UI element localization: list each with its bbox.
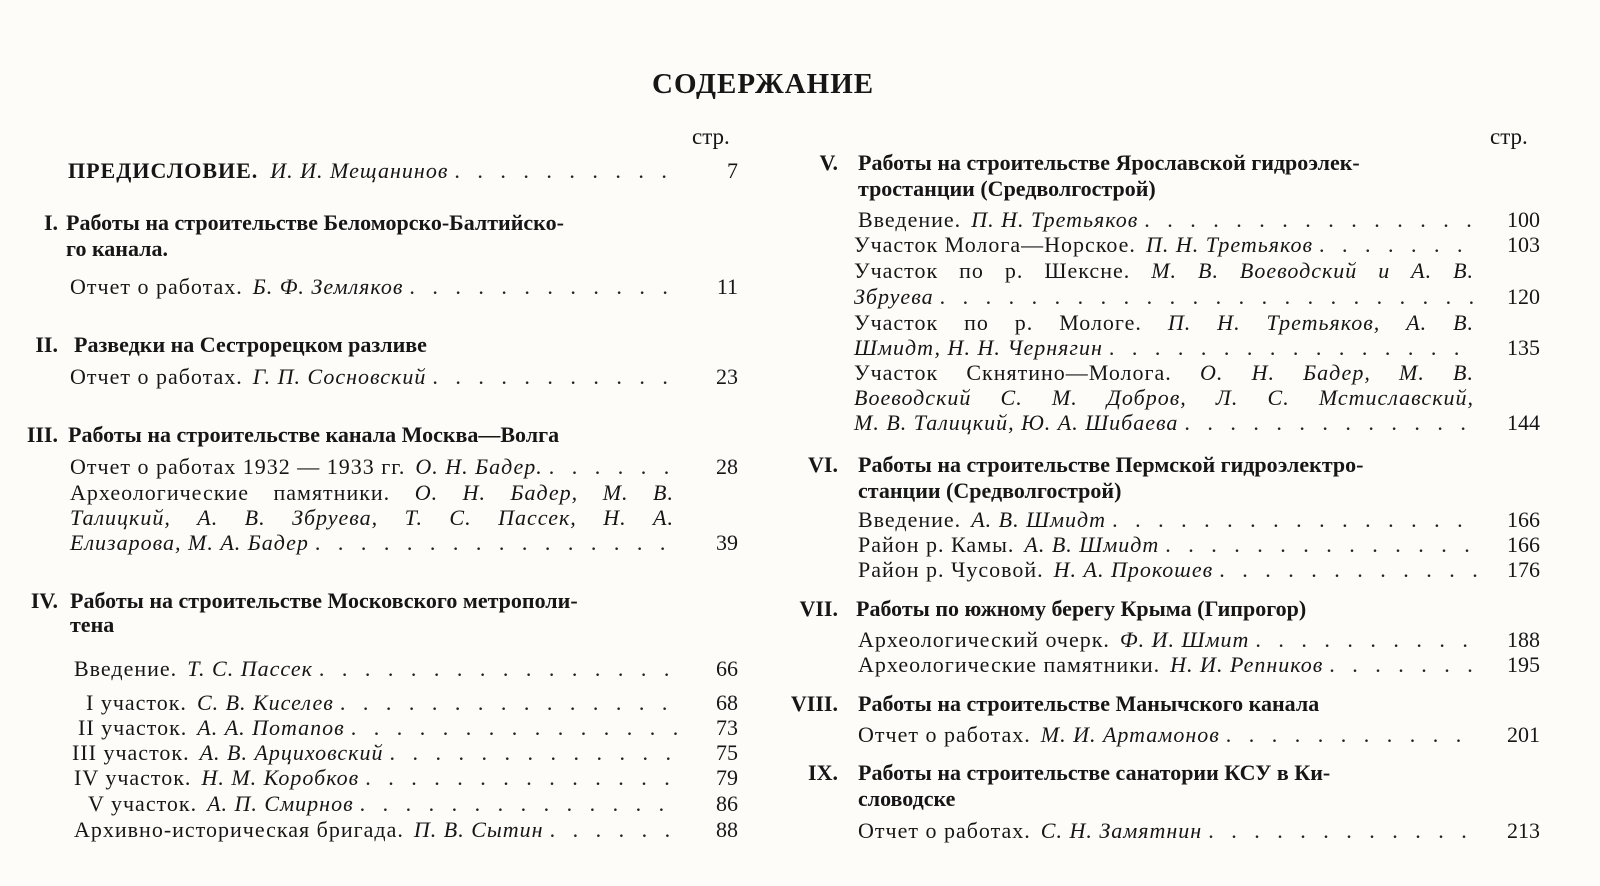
- section-heading: Работы по южному берегу Крыма (Гипрогор): [856, 596, 1307, 621]
- page-number: 88: [716, 817, 738, 842]
- entry-author: А. А. Потапов: [197, 715, 345, 740]
- leader-dots: [1329, 652, 1478, 678]
- toc-entry: [858, 818, 1478, 844]
- entry-author: А. П. Смирнов: [207, 791, 354, 816]
- page-number: 144: [1507, 410, 1540, 435]
- section-number: I.: [43, 210, 58, 235]
- entry-title: Участок по р. Шексне.: [854, 258, 1131, 283]
- page-number: 11: [716, 274, 738, 299]
- entry-author: Н. А. Прокошев: [1053, 557, 1214, 582]
- toc-entry-last-line: [854, 410, 1478, 436]
- entry-author: М. И. Артамонов: [1040, 722, 1220, 747]
- leader-dots: [550, 817, 678, 843]
- section-heading: Работы на строительстве канала Москва—Волга: [68, 422, 560, 447]
- entry-title: Введение.: [74, 656, 178, 681]
- toc-entry: [70, 364, 678, 390]
- page-number: 188: [1507, 627, 1540, 652]
- page-number: 176: [1507, 557, 1540, 582]
- section-number: IV.: [30, 588, 58, 613]
- toc-entry: [74, 656, 678, 682]
- entry-title: Археологический очерк.: [858, 627, 1110, 652]
- entry-title: Отчет о работах 1932 — 1933 гг.: [70, 454, 406, 479]
- toc-entry-line: [854, 360, 1474, 386]
- toc-entry: [858, 627, 1478, 653]
- section-number: VI.: [808, 452, 838, 477]
- leader-dots: [389, 740, 678, 766]
- preface-entry: [68, 158, 678, 184]
- entry-title: Введение.: [858, 507, 962, 532]
- page-number: 166: [1507, 507, 1540, 532]
- entry-author: Н. М. Коробков: [201, 765, 360, 790]
- section-number: IX.: [808, 760, 838, 785]
- section-heading-cont: тростанции (Средволгострой): [858, 176, 1156, 201]
- entry-title: II участок.: [78, 715, 188, 740]
- page-number: 213: [1507, 818, 1540, 843]
- entry-title: IV участок.: [74, 765, 192, 790]
- section-heading: Работы на строительстве санатории КСУ в Ки-: [858, 760, 1331, 785]
- leader-dots: [1144, 207, 1478, 233]
- page-number: 135: [1507, 335, 1540, 360]
- leader-dots: [1219, 557, 1478, 583]
- leader-dots: [1184, 410, 1478, 436]
- toc-entry: [858, 532, 1478, 558]
- entry-title: Введение.: [858, 207, 962, 232]
- entry-title: Архивно-историческая бригада.: [74, 817, 404, 842]
- entry-author: О. Н. Бадер, М. В.: [1200, 360, 1474, 385]
- section-heading: Разведки на Сестрорецком разливе: [74, 332, 427, 357]
- section-heading: Работы на строительстве Ярославской гидроэлек-: [858, 150, 1360, 175]
- page-number: 7: [727, 158, 738, 183]
- page-column-label-left: стр.: [692, 124, 730, 149]
- entry-title: Район р. Камы.: [858, 532, 1015, 557]
- entry-author: М. В. Талицкий, Ю. А. Шибаева: [854, 410, 1179, 435]
- entry-author: Шмидт, Н. Н. Чернягин: [854, 335, 1103, 360]
- toc-entry: [858, 507, 1478, 533]
- page-column-label-right: стр.: [1490, 124, 1528, 149]
- entry-author: П. В. Сытин: [413, 817, 544, 842]
- toc-entry: [858, 557, 1478, 583]
- toc-entry-last-line: [854, 335, 1478, 361]
- entry-author: П. Н. Третьяков: [971, 207, 1139, 232]
- toc-entry: [72, 740, 678, 766]
- toc-entry-line: [854, 310, 1474, 336]
- entry-author: С. Н. Замятнин: [1040, 818, 1203, 843]
- toc-entry: [858, 652, 1478, 678]
- entry-author: Б. Ф. Земляков: [252, 274, 404, 299]
- entry-title: Отчет о работах.: [858, 818, 1031, 843]
- leader-dots: [360, 791, 678, 817]
- page-number: 86: [716, 791, 738, 816]
- entry-author: М. В. Воеводский и А. В.: [1151, 258, 1475, 283]
- toc-entry: [858, 207, 1478, 233]
- leader-dots: [1319, 232, 1478, 258]
- leader-dots: [409, 274, 678, 300]
- toc-entry-last-line: [854, 284, 1478, 310]
- section-number: VII.: [799, 596, 838, 621]
- entry-title: III участок.: [72, 740, 190, 765]
- leader-dots: [1208, 818, 1478, 844]
- leader-dots: [315, 530, 678, 556]
- leader-dots: [1112, 507, 1478, 533]
- page-number: 66: [716, 656, 738, 681]
- toc-entry-line: [854, 258, 1474, 284]
- toc-entry-last-line: [70, 530, 678, 556]
- entry-title: Археологические памятники.: [70, 480, 391, 505]
- page-number: 195: [1507, 652, 1540, 677]
- entry-author: А. В. Шмидт: [1024, 532, 1160, 557]
- leader-dots: [432, 364, 678, 390]
- leader-dots: [365, 765, 678, 791]
- leader-dots: [1226, 722, 1478, 748]
- entry-title: V участок.: [88, 791, 198, 816]
- entry-title: Отчет о работах.: [70, 364, 243, 389]
- entry-author: Н. И. Репников: [1170, 652, 1324, 677]
- leader-dots: [1165, 532, 1478, 558]
- page-number: 201: [1507, 722, 1540, 747]
- toc-entry: [86, 690, 678, 716]
- page-number: 166: [1507, 532, 1540, 557]
- section-heading: Работы на строительстве Беломорско-Балтийско-: [66, 210, 564, 235]
- entry-author: О. Н. Бадер, М. В.: [414, 480, 674, 505]
- entry-author: О. Н. Бадер.: [415, 454, 543, 479]
- section-heading: Работы на строительстве Московского метрополи-: [70, 588, 578, 613]
- entry-author: Ф. И. Шмит: [1119, 627, 1250, 652]
- toc-entry: [70, 454, 678, 480]
- section-heading-cont: станции (Средволгострой): [858, 478, 1122, 503]
- page-number: 28: [716, 454, 738, 479]
- toc-entry: [74, 765, 678, 791]
- entry-author: Г. П. Сосновский: [252, 364, 427, 389]
- page-title: СОДЕРЖАНИЕ: [652, 68, 875, 100]
- entry-title: Участок по р. Мологе.: [854, 310, 1142, 335]
- page-number: 73: [716, 715, 738, 740]
- entry-title: Район р. Чусовой.: [858, 557, 1044, 582]
- leader-dots: [340, 690, 678, 716]
- leader-dots: [1109, 335, 1478, 361]
- section-number: III.: [26, 422, 58, 447]
- page-number: 68: [716, 690, 738, 715]
- entry-author-cont: Талицкий, А. В. Збруева, Т. С. Пассек, Н. А.: [70, 505, 674, 530]
- page-number: 39: [716, 530, 738, 555]
- entry-author: А. В. Арциховский: [199, 740, 384, 765]
- entry-author: П. Н. Третьяков, А. В.: [1167, 310, 1475, 335]
- leader-dots: [549, 454, 678, 480]
- toc-entry: [70, 274, 678, 300]
- toc-entry: [88, 791, 678, 817]
- entry-title: Участок Скнятино—Молога.: [854, 360, 1172, 385]
- entry-author: Елизарова, М. А. Бадер: [70, 530, 309, 555]
- leader-dots: [454, 158, 678, 184]
- leader-dots: [940, 284, 1478, 310]
- entry-author: Збруева: [854, 284, 934, 309]
- page-number: 100: [1507, 207, 1540, 232]
- entry-author: Т. С. Пассек: [187, 656, 313, 681]
- section-heading-cont: тена: [70, 612, 115, 637]
- section-number: VIII.: [790, 691, 838, 716]
- preface-label: ПРЕДИСЛОВИЕ.: [68, 158, 259, 183]
- entry-title: Отчет о работах.: [858, 722, 1031, 747]
- entry-author: С. В. Киселев: [196, 690, 334, 715]
- section-number: II.: [35, 332, 58, 357]
- toc-entry: [78, 715, 678, 741]
- entry-title: I участок.: [86, 690, 187, 715]
- leader-dots: [319, 656, 678, 682]
- section-heading: Работы на строительстве Пермской гидроэлектро-: [858, 452, 1364, 477]
- section-heading: Работы на строительстве Манычского канала: [858, 691, 1320, 716]
- toc-entry: [854, 232, 1478, 258]
- entry-title: Участок Молога—Норское.: [854, 232, 1136, 257]
- entry-title: Отчет о работах.: [70, 274, 243, 299]
- section-heading-cont: го канала.: [66, 236, 168, 261]
- section-number: V.: [819, 150, 838, 175]
- entry-title: Археологические памятники.: [858, 652, 1161, 677]
- toc-entry-line: [70, 480, 674, 506]
- entry-author: А. В. Шмидт: [971, 507, 1107, 532]
- page-number: 103: [1507, 232, 1540, 257]
- preface-author: И. И. Мещанинов: [270, 158, 449, 183]
- leader-dots: [1255, 627, 1478, 653]
- entry-author-cont: Воеводский С. М. Добров, Л. С. Мстиславский,: [854, 385, 1474, 410]
- page-number: 23: [716, 364, 738, 389]
- page-number: 120: [1507, 284, 1540, 309]
- page-number: 79: [716, 765, 738, 790]
- toc-entry: [858, 722, 1478, 748]
- leader-dots: [351, 715, 678, 741]
- entry-author: П. Н. Третьяков: [1145, 232, 1314, 257]
- toc-entry: [74, 817, 678, 843]
- section-heading-cont: словодске: [858, 786, 956, 811]
- page-number: 75: [716, 740, 738, 765]
